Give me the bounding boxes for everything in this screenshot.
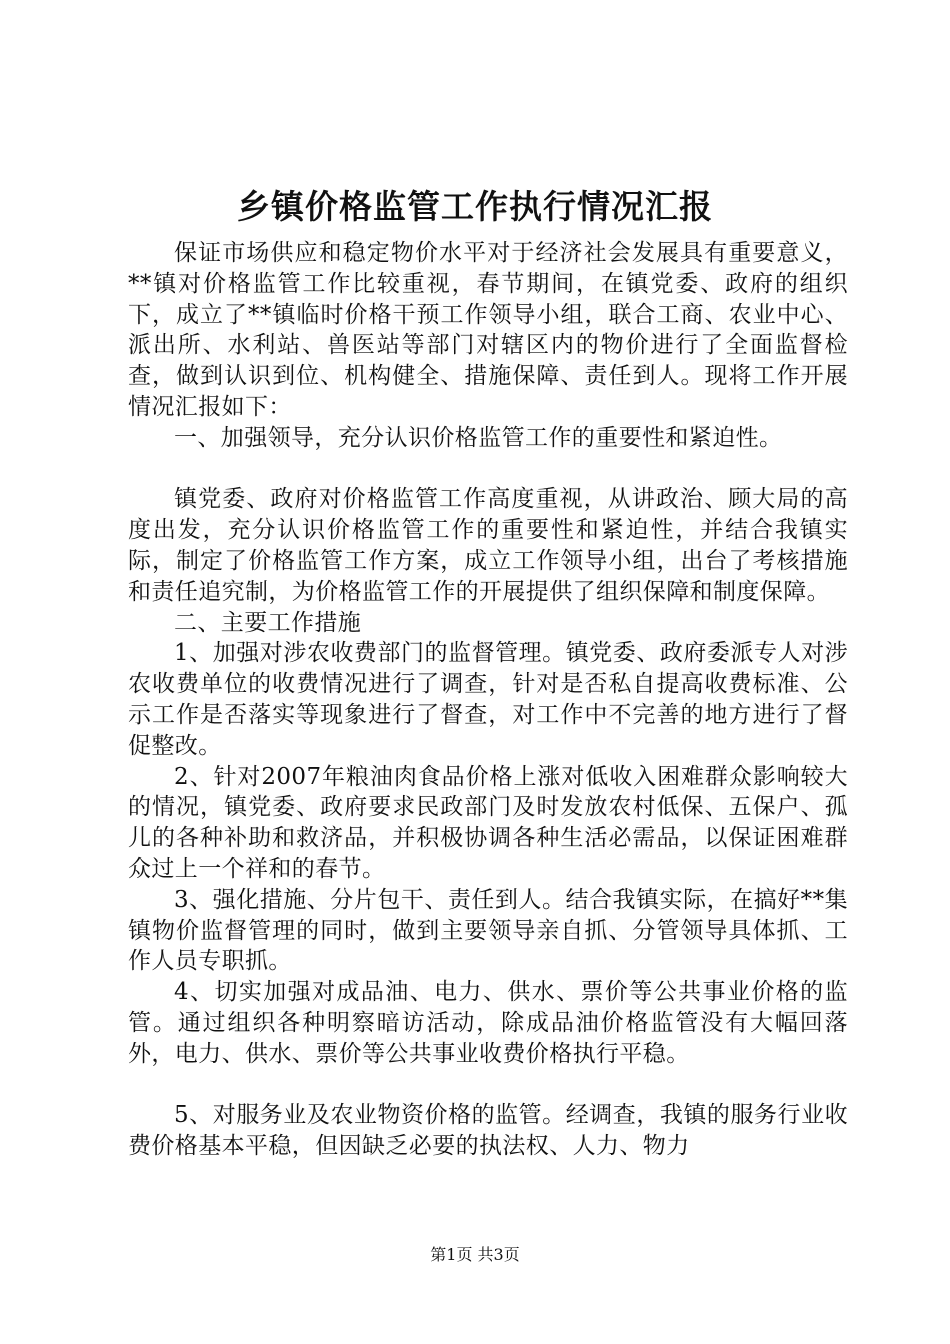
paragraph-measure-3: 3、强化措施、分片包干、责任到人。结合我镇实际，在搞好**集镇物价监督管理的同时，做到主要领导亲自抓、分管领导具体抓、工作人员专职抓。	[128, 886, 848, 975]
heading-section-2: 二、主要工作措施	[174, 609, 362, 636]
heading-section-1: 一、加强领导，充分认识价格监管工作的重要性和紧迫性。	[174, 424, 783, 451]
document-body	[128, 238, 848, 1162]
paragraph-measure-4: 4、切实加强对成品油、电力、供水、票价等公共事业价格的监管。通过组织各种明察暗访活动，除成品油价格监管没有大幅回落外，电力、供水、票价等公共事业收费价格执行平稳。	[128, 979, 848, 1067]
paragraph-measure-2: 2、针对2007年粮油肉食品价格上涨对低收入困难群众影响较大的情况，镇党委、政府要求民政部门及时发放农村低保、五保户、孤儿的各种补助和救济品，并积极协调各种生活必需品，以保证困难群众过上一个祥和的春节。	[128, 763, 848, 882]
paragraph-section-1: 镇党委、政府对价格监管工作高度重视，从讲政治、顾大局的高度出发，充分认识价格监管工作的重要性和紧迫性，并结合我镇实际，制定了价格监管工作方案，成立工作领导小组，出台了考核措施和责任追究制，为价格监管工作的开展提供了组织保障和制度保障。	[128, 486, 848, 605]
paragraph-measure-5: 5、对服务业及农业物资价格的监管。经调查，我镇的服务行业收费价格基本平稳，但因缺乏必要的执法权、人力、物力	[128, 1102, 848, 1160]
document-title: 乡镇价格监管工作执行情况汇报	[237, 187, 713, 226]
paragraph-intro: 保证市场供应和稳定物价水平对于经济社会发展具有重要意义，**镇对价格监管工作比较重视，春节期间，在镇党委、政府的组织下，成立了**镇临时价格干预工作领导小组，联合工商、农业中心、派出所、水利站、兽医站等部门对辖区内的物价进行了全面监督检查，做到认识到位、机构健全、措施保障、责任到人。现将工作开展情况汇报如下：	[128, 240, 848, 420]
page-footer: 第1页 共3页	[430, 1245, 520, 1264]
paragraph-measure-1: 1、加强对涉农收费部门的监督管理。镇党委、政府委派专人对涉农收费单位的收费情况进行了调查，针对是否私自提高收费标准、公示工作是否落实等现象进行了督查，对工作中不完善的地方进行了督促整改。	[128, 640, 848, 759]
